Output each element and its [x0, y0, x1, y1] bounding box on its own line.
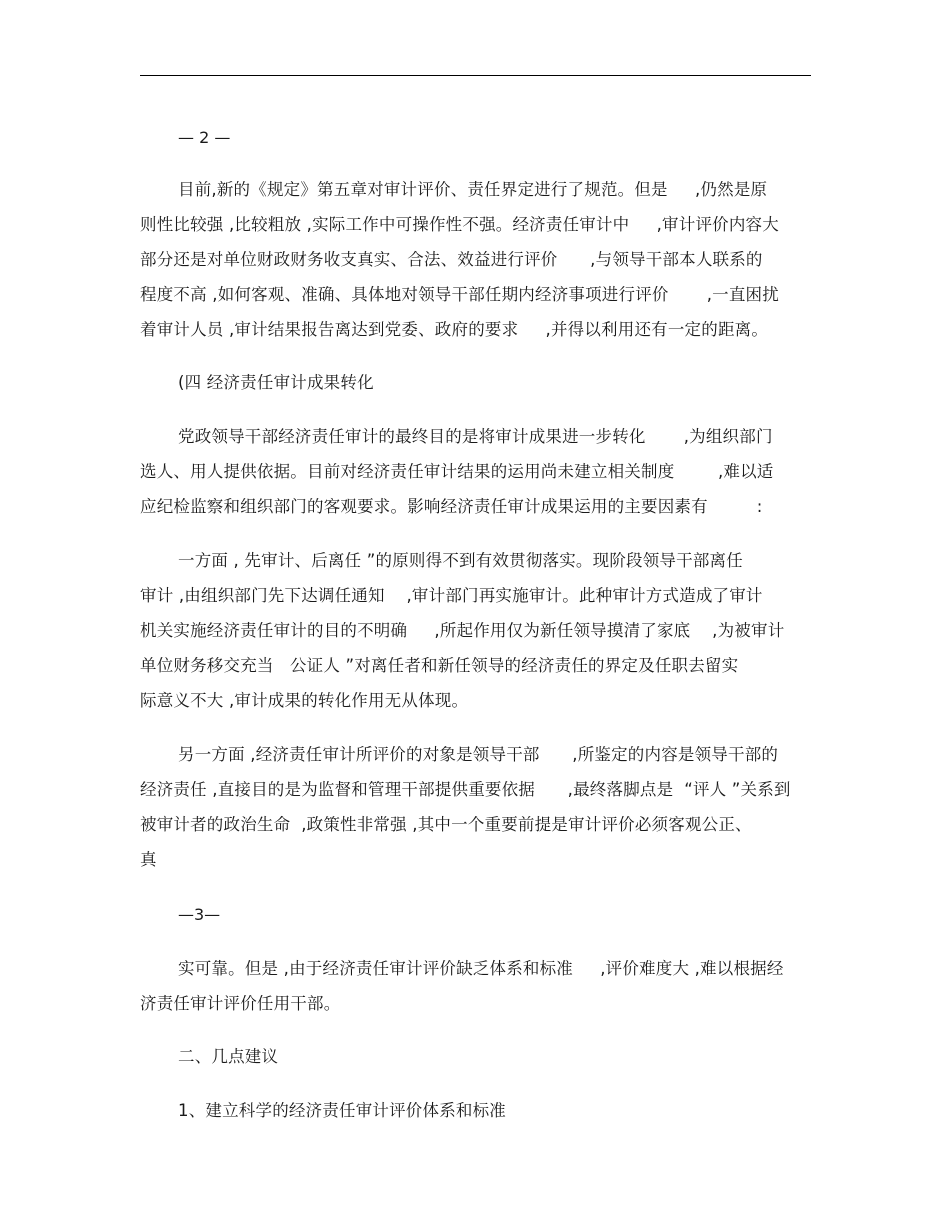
header-rule: [140, 75, 811, 76]
paragraph-line: 另一方面 ,经济责任审计所评价的对象是领导干部 ,所鉴定的内容是领导干部的: [178, 745, 779, 764]
page-number-marker: — 2 —: [178, 128, 231, 147]
paragraph-line: 实可靠。但是 ,由于经济责任审计评价缺乏体系和标准 ,评价难度大 ,难以根据经: [178, 959, 784, 978]
paragraph-line: 单位财务移交充当 公证人 ”对离任者和新任领导的经济责任的界定及任职去留实: [140, 656, 739, 675]
paragraph-line: 选人、用人提供依据。目前对经济责任审计结果的运用尚未建立相关制度 ,难以适: [140, 462, 774, 481]
paragraph-line: 目前,新的《规定》第五章对审计评价、责任界定进行了规范。但是 ,仍然是原: [178, 180, 768, 199]
section-heading: (四 经济责任审计成果转化: [178, 373, 374, 392]
section-heading: 二、几点建议: [178, 1047, 279, 1066]
page-number-marker: —3—: [178, 905, 221, 924]
paragraph-line: 程度不高 ,如何客观、准确、具体地对领导干部任期内经济事项进行评价 ,一直困扰: [140, 285, 779, 304]
subsection-heading: 1、建立科学的经济责任审计评价体系和标准: [178, 1101, 506, 1120]
paragraph-line: 审计 ,由组织部门先下达调任通知 ,审计部门再实施审计。此种审计方式造成了审计: [140, 586, 763, 605]
paragraph-line: 应纪检监察和组织部门的客观要求。影响经济责任审计成果运用的主要因素有 :: [140, 497, 763, 516]
paragraph-line: 一方面 , 先审计、后离任 ”的原则得不到有效贯彻落实。现阶段领导干部离任: [178, 551, 743, 570]
paragraph-line: 济责任审计评价任用干部。: [140, 994, 341, 1013]
paragraph-line: 经济责任 ,直接目的是为监督和管理干部提供重要依据 ,最终落脚点是 “评人 ”关系到: [140, 780, 791, 799]
paragraph-line: 际意义不大 ,审计成果的转化作用无从体现。: [140, 691, 469, 710]
paragraph-line: 则性比较强 ,比较粗放 ,实际工作中可操作性不强。经济责任审计中 ,审计评价内容大: [140, 215, 779, 234]
paragraph-line: 党政领导干部经济责任审计的最终目的是将审计成果进一步转化 ,为组织部门: [178, 427, 773, 446]
paragraph-line: 着审计人员 ,审计结果报告离达到党委、政府的要求 ,并得以利用还有一定的距离。: [140, 320, 769, 339]
paragraph-line: 被审计者的政治生命 ,政策性非常强 ,其中一个重要前提是审计评价必须客观公正、: [140, 815, 752, 834]
paragraph-line: 真: [140, 850, 157, 869]
paragraph-line: 部分还是对单位财政财务收支真实、合法、效益进行评价 ,与领导干部本人联系的: [140, 250, 763, 269]
paragraph-line: 机关实施经济责任审计的目的不明确 ,所起作用仅为新任领导摸清了家底 ,为被审计: [140, 621, 785, 640]
